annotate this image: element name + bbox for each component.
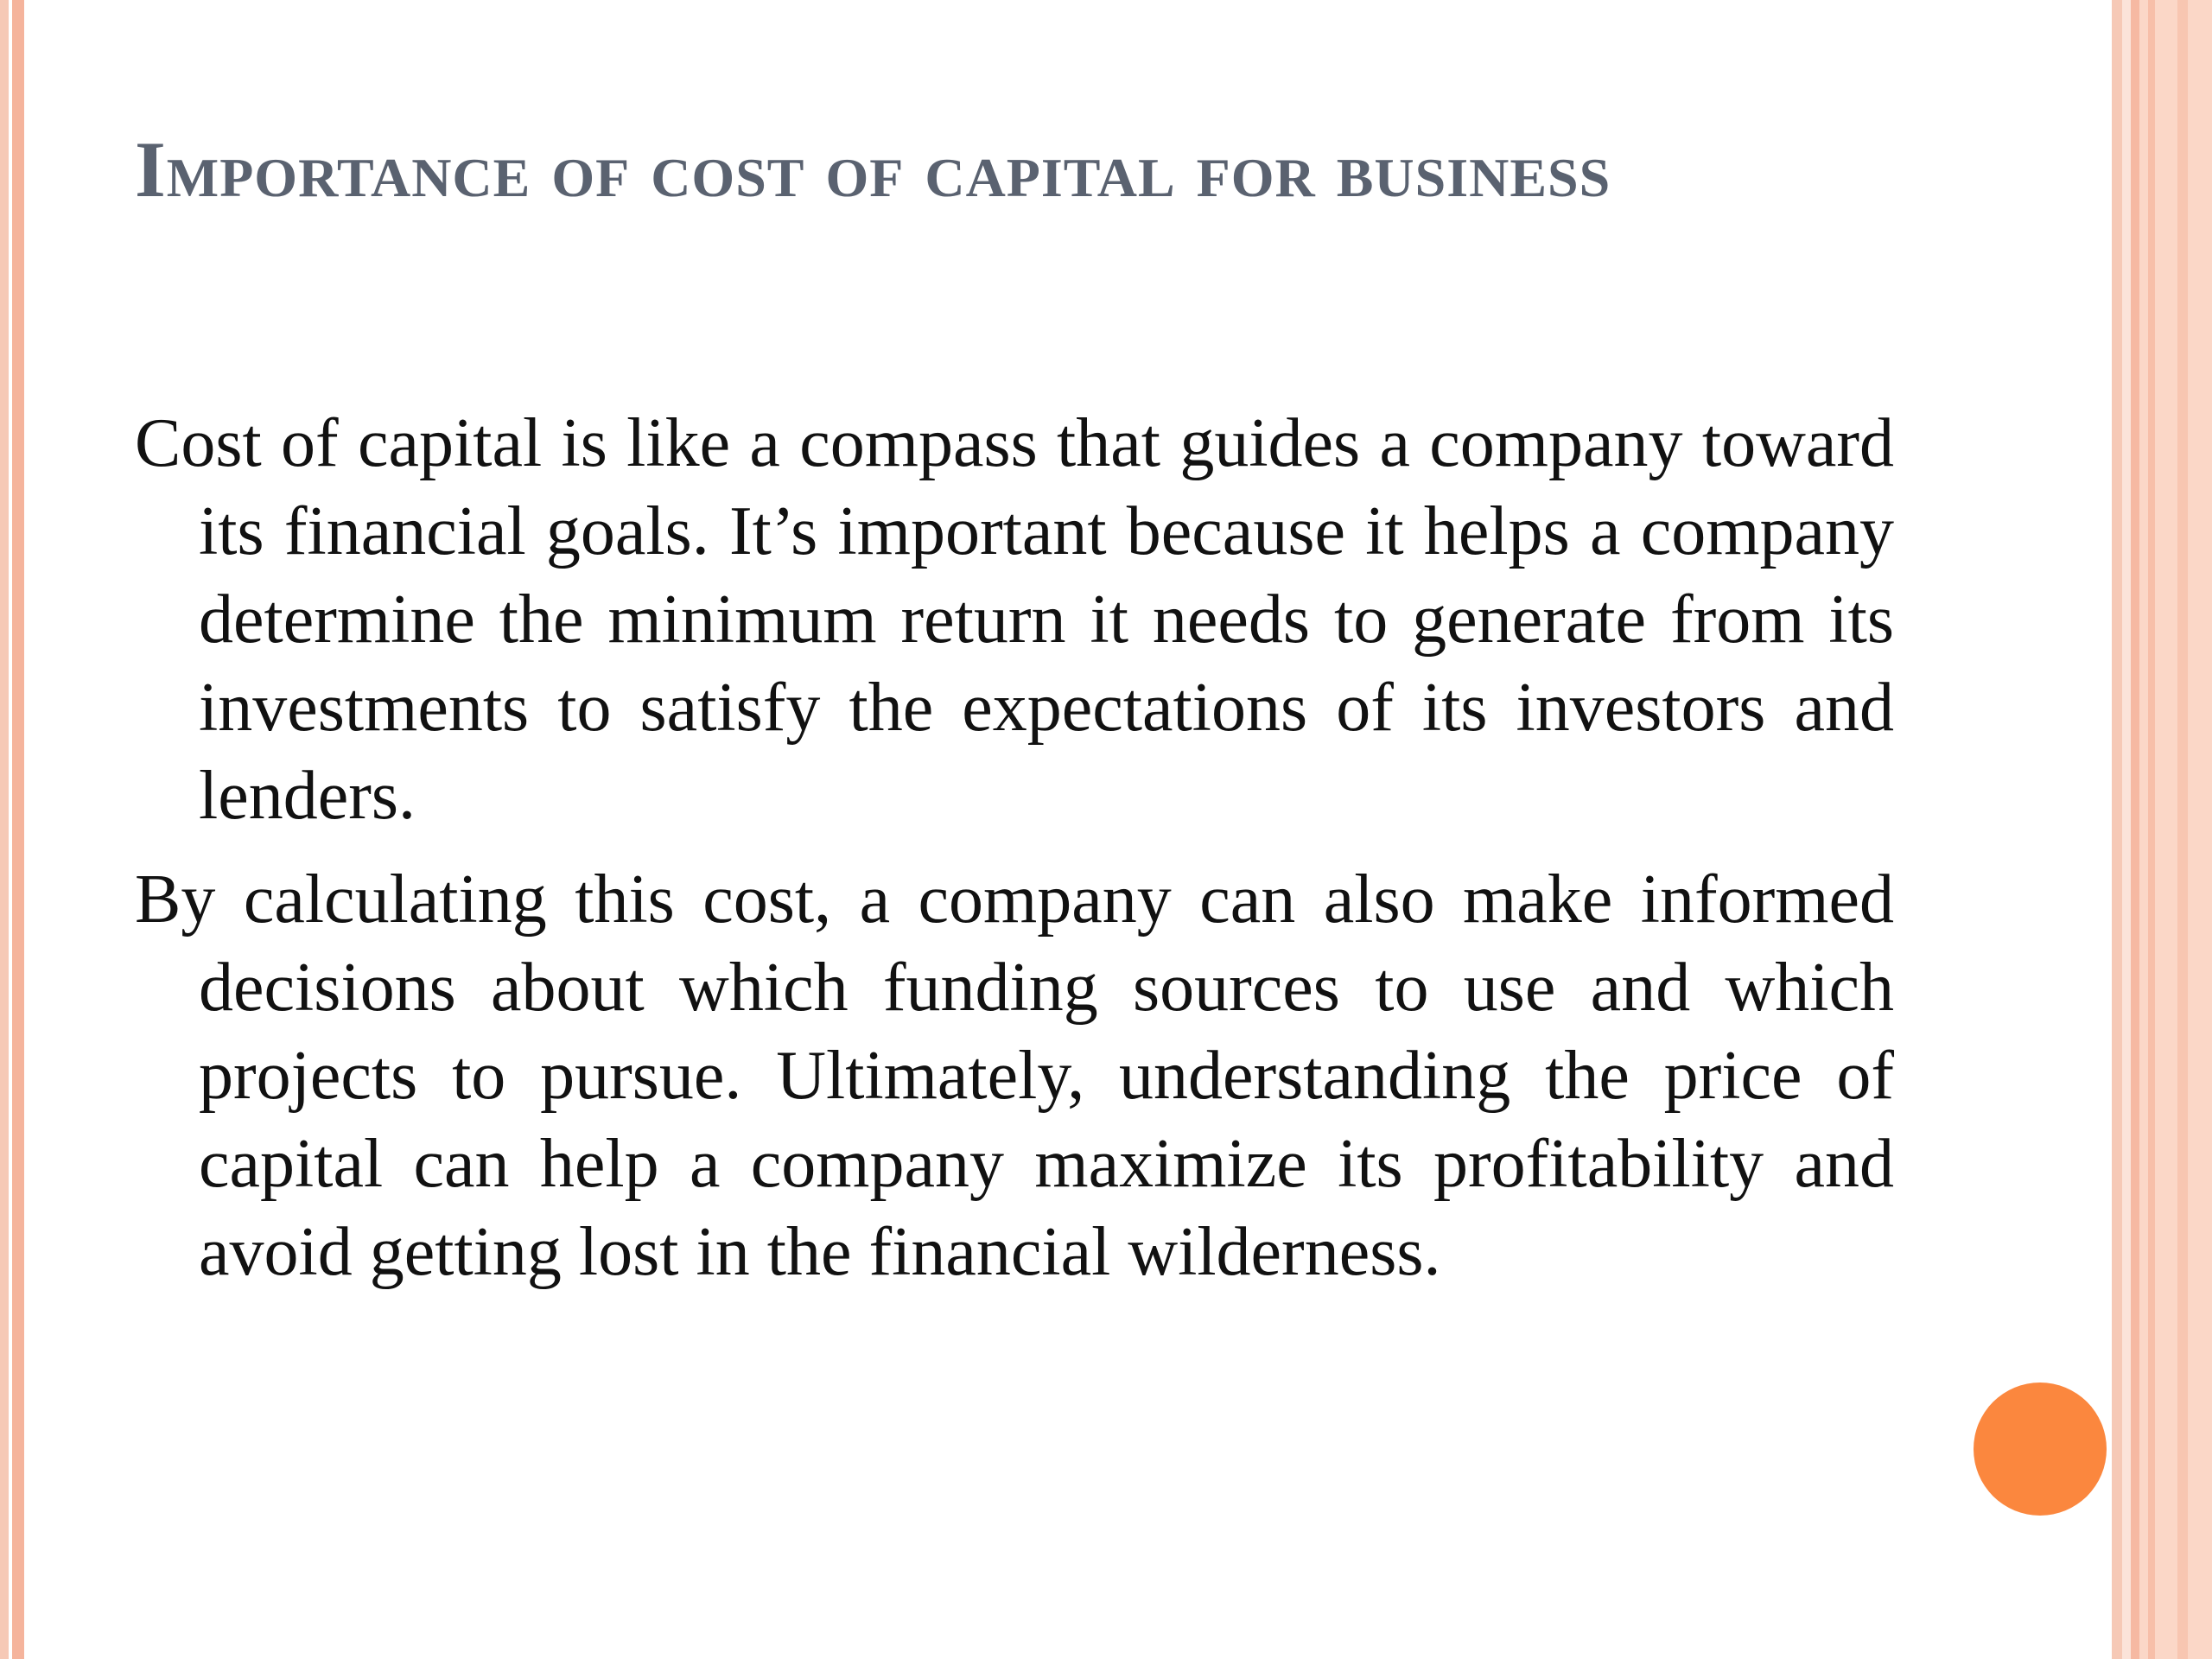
body-paragraph-1: Cost of capital is like a compass that guides a company toward its financial goals. It’s important because it helps a company determine the minimum return it needs to generate from its investments to satisfy the expectations of its investors and lenders. — [135, 405, 1894, 834]
right-border-stripe — [2148, 0, 2155, 1659]
slide-title: Importance of cost of capital for business — [135, 125, 1611, 213]
left-border-stripe — [0, 0, 9, 1659]
right-border-stripe — [2122, 0, 2131, 1659]
body-paragraph-2: By calculating this cost, a company can also make informed decisions about which funding sources to use and which projects to pursue. Ultimately, understanding the price of capital can help a company maximize its profitability and avoid getting lost in the financial wilderness. — [135, 861, 1894, 1290]
accent-circle — [1974, 1382, 2107, 1516]
right-border-stripe — [2112, 0, 2122, 1659]
right-border-stripe — [2177, 0, 2188, 1659]
slide-body — [135, 399, 1894, 1312]
right-border-stripe — [2131, 0, 2139, 1659]
left-border-stripe — [12, 0, 24, 1659]
